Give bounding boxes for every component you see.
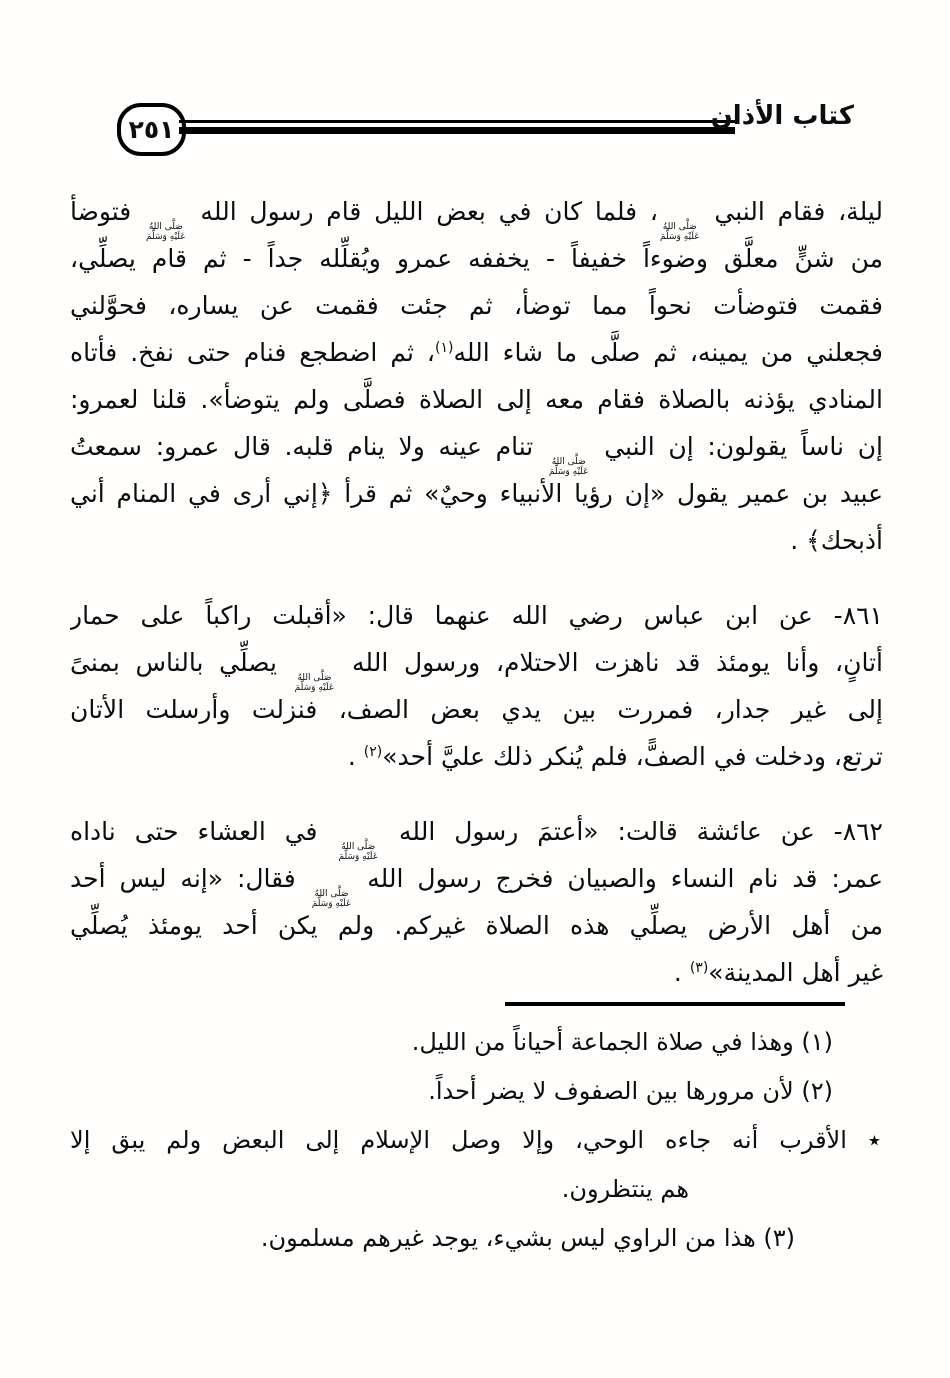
page-content xyxy=(70,188,883,1263)
text-line: ليلة، فقام النبي صَلَّى اللهُ عَلَيْهِ وَسَلَّمَ ، فلما كان في بعض الليل قام رسول الله صَلَّى اللهُ عَلَيْهِ وَسَلَّمَ فتوضأ xyxy=(70,197,883,243)
text-line: أتانٍ، وأنا يومئذ قد ناهزت الاحتلام، ورسول الله صَلَّى اللهُ عَلَيْهِ وَسَلَّمَ يصلِّي بالناس بمنىً xyxy=(70,648,883,694)
footnote-ref: (٣) xyxy=(689,960,709,976)
page-number-badge xyxy=(117,103,186,156)
footnote-ref: (١) xyxy=(435,340,454,356)
text-line: فقمت فتوضأت نحواً مما توضأ، ثم جئت فقمت عن يساره، فحوَّلني xyxy=(70,291,883,320)
text-line: من أهل الأرض يصلِّي هذه الصلاة غيركم. ولم يكن أحد يومئذ يُصلِّي xyxy=(70,911,883,940)
text-line: عمر: قد نام النساء والصبيان فخرج رسول الله صَلَّى اللهُ عَلَيْهِ وَسَلَّمَ فقال: «إنه ليس أحد xyxy=(70,864,883,910)
saw-ligature: صَلَّى اللهُ عَلَيْهِ وَسَلَّمَ xyxy=(146,222,186,243)
hadith-862 xyxy=(70,808,883,996)
saw-ligature: صَلَّى اللهُ عَلَيْهِ وَسَلَّمَ xyxy=(338,842,379,863)
text-line: ترتع، ودخلت في الصفًّ، فلم يُنكر ذلك عليَّ أحد»$^{(٢)}$ . xyxy=(347,742,883,771)
saw-ligature: صَلَّى اللهُ عَلَيْهِ وَسَلَّمَ xyxy=(659,222,700,243)
text-line: ٨٦٢- عن عائشة قالت: «أعتمَ رسول الله صَلَّى اللهُ عَلَيْهِ وَسَلَّمَ في العشاء حتى ناداه xyxy=(70,817,883,863)
text-line: إن ناساً يقولون: إن النبي صَلَّى اللهُ عَلَيْهِ وَسَلَّمَ تنام عينه ولا ينام قلبه. قال عمرو: سمعتُ xyxy=(70,432,883,478)
footnotes xyxy=(70,1018,883,1263)
footnote-separator xyxy=(505,1002,845,1006)
saw-ligature: صَلَّى اللهُ عَلَيْهِ وَسَلَّمَ xyxy=(548,457,589,478)
text-line: عبيد بن عمير يقول «إن رؤيا الأنبياء وحيٌ» ثم قرأ ﴿إني أرى في المنام أني xyxy=(70,479,883,508)
chapter-title: كتاب الأذان xyxy=(710,101,854,131)
page-number: ٢٥١ xyxy=(128,115,175,144)
footnote-ref: (٢) xyxy=(363,744,383,760)
header-rule-thin xyxy=(179,120,735,123)
text-line: فجعلني من يمينه، ثم صلَّى ما شاء الله$^{(١)}$، ثم اضطجع فنام حتى نفخ. فأتاه xyxy=(70,338,883,367)
saw-ligature: صَلَّى اللهُ عَلَيْهِ وَسَلَّمَ xyxy=(294,673,335,694)
hadith-860-continuation xyxy=(70,188,883,564)
hadith-861 xyxy=(70,592,883,780)
footnote-line: (٢) لأن مرورها بين الصفوف لا يضر أحداً. xyxy=(428,1077,833,1105)
text-line: المنادي يؤذنه بالصلاة فقام معه إلى الصلاة فصلَّى ولم يتوضأ». قلنا لعمرو: xyxy=(70,385,883,414)
text-line: ٨٦١- عن ابن عباس رضي الله عنهما قال: «أقبلت راكباً على حمار xyxy=(70,601,883,630)
page-body xyxy=(70,188,883,996)
text-line: أذبحك﴾ . xyxy=(790,526,883,555)
text-line: من شنٍّ معلَّق وضوءاً خفيفاً - يخففه عمرو ويُقلِّله جداً - ثم قام يصلِّي، xyxy=(70,244,883,273)
footnote-line: هم ينتظرون. xyxy=(561,1175,689,1203)
header-rules xyxy=(179,120,735,134)
header-rule-thick xyxy=(179,127,735,134)
footnote-line: (٣) هذا من الراوي ليس بشيء، يوجد غيرهم مسلمون. xyxy=(260,1224,795,1252)
saw-ligature: صَلَّى اللهُ عَلَيْهِ وَسَلَّمَ xyxy=(311,889,352,910)
footnote-line: (١) وهذا في صلاة الجماعة أحياناً من الليل. xyxy=(411,1028,833,1056)
text-line: إلى غير جدار، فمررت بين يدي بعض الصف، فنزلت وأرسلت الأتان xyxy=(70,695,883,724)
text-line: غير أهل المدينة»$^{(٣)}$ . xyxy=(673,958,883,987)
footnote-line: ٭ الأقرب أنه جاءه الوحي، وإلا وصل الإسلام إلى البعض ولم يبق إلا xyxy=(70,1126,881,1154)
